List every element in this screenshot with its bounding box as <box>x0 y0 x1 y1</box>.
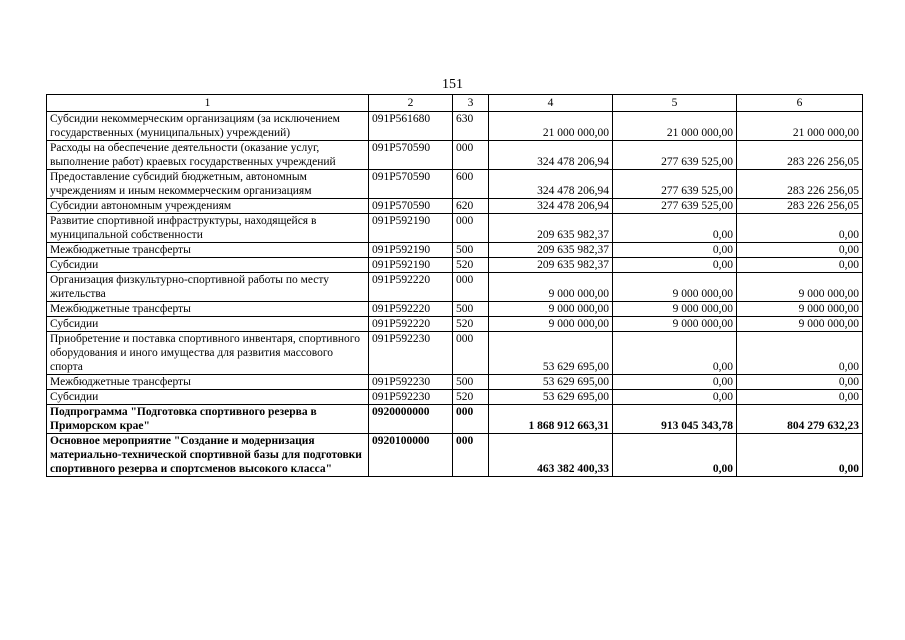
table-row <box>47 332 863 375</box>
row-code: 091P592230 <box>369 390 453 405</box>
row-name: Межбюджетные трансферты <box>47 243 369 258</box>
row-name: Организация физкультурно-спортивной работы по месту жительства <box>47 273 369 302</box>
row-value-2: 21 000 000,00 <box>613 112 737 141</box>
row-code: 091P592190 <box>369 214 453 243</box>
table-row <box>47 375 863 390</box>
column-header-4: 4 <box>489 95 613 112</box>
table-row <box>47 112 863 141</box>
table-row <box>47 405 863 434</box>
row-name: Подпрограмма "Подготовка спортивного резерва в Приморском крае" <box>47 405 369 434</box>
row-code: 091P592220 <box>369 302 453 317</box>
row-value-1: 324 478 206,94 <box>489 170 613 199</box>
table-row <box>47 390 863 405</box>
row-value-3: 9 000 000,00 <box>737 317 863 332</box>
row-value-3: 283 226 256,05 <box>737 199 863 214</box>
table-row <box>47 302 863 317</box>
row-code: 091P592190 <box>369 258 453 273</box>
column-header-1: 1 <box>47 95 369 112</box>
table-row <box>47 199 863 214</box>
budget-table-body <box>47 95 863 477</box>
table-row <box>47 243 863 258</box>
row-value-1: 1 868 912 663,31 <box>489 405 613 434</box>
row-name: Приобретение и поставка спортивного инвентаря, спортивного оборудования и иного имущества для развития массового спорта <box>47 332 369 375</box>
row-group: 620 <box>453 199 489 214</box>
row-name: Субсидии некоммерческим организациям (за исключением государственных (муниципальных) учреждений) <box>47 112 369 141</box>
row-code: 091P570590 <box>369 199 453 214</box>
budget-table <box>46 94 863 477</box>
row-value-1: 21 000 000,00 <box>489 112 613 141</box>
row-value-3: 0,00 <box>737 434 863 477</box>
table-row <box>47 317 863 332</box>
row-name: Расходы на обеспечение деятельности (оказание услуг, выполнение работ) краевых государственных учреждений <box>47 141 369 170</box>
row-value-1: 324 478 206,94 <box>489 141 613 170</box>
row-value-2: 0,00 <box>613 434 737 477</box>
row-value-3: 0,00 <box>737 243 863 258</box>
row-value-3: 283 226 256,05 <box>737 170 863 199</box>
row-value-3: 0,00 <box>737 214 863 243</box>
row-value-2: 9 000 000,00 <box>613 317 737 332</box>
row-value-2: 913 045 343,78 <box>613 405 737 434</box>
row-value-2: 277 639 525,00 <box>613 170 737 199</box>
row-value-1: 209 635 982,37 <box>489 243 613 258</box>
row-value-2: 0,00 <box>613 258 737 273</box>
table-row <box>47 214 863 243</box>
row-name: Межбюджетные трансферты <box>47 375 369 390</box>
row-group: 500 <box>453 243 489 258</box>
row-group: 600 <box>453 170 489 199</box>
row-value-3: 0,00 <box>737 390 863 405</box>
row-name: Субсидии <box>47 390 369 405</box>
row-name: Основное мероприятие "Создание и модернизация материально-технической спортивной базы для подготовки спортивного резерва и спортсменов высокого класса" <box>47 434 369 477</box>
row-group: 630 <box>453 112 489 141</box>
column-header-3: 3 <box>453 95 489 112</box>
row-value-3: 21 000 000,00 <box>737 112 863 141</box>
row-value-3: 9 000 000,00 <box>737 273 863 302</box>
table-row <box>47 141 863 170</box>
row-code: 091P561680 <box>369 112 453 141</box>
row-group: 000 <box>453 434 489 477</box>
row-group: 000 <box>453 141 489 170</box>
row-value-2: 9 000 000,00 <box>613 302 737 317</box>
row-value-2: 0,00 <box>613 332 737 375</box>
row-value-3: 804 279 632,23 <box>737 405 863 434</box>
row-code: 091P592230 <box>369 332 453 375</box>
row-group: 000 <box>453 273 489 302</box>
row-name: Межбюджетные трансферты <box>47 302 369 317</box>
row-code: 091P592230 <box>369 375 453 390</box>
table-header-row <box>47 95 863 112</box>
row-group: 000 <box>453 405 489 434</box>
column-header-6: 6 <box>737 95 863 112</box>
page-number: 151 <box>442 77 463 92</box>
row-value-1: 53 629 695,00 <box>489 390 613 405</box>
row-code: 0920000000 <box>369 405 453 434</box>
table-row <box>47 170 863 199</box>
row-name: Развитие спортивной инфраструктуры, находящейся в муниципальной собственности <box>47 214 369 243</box>
row-code: 091P570590 <box>369 141 453 170</box>
row-value-1: 463 382 400,33 <box>489 434 613 477</box>
row-code: 091P592220 <box>369 317 453 332</box>
table-row <box>47 273 863 302</box>
row-value-2: 277 639 525,00 <box>613 199 737 214</box>
row-value-3: 0,00 <box>737 332 863 375</box>
row-name: Предоставление субсидий бюджетным, автономным учреждениям и иным некоммерческим организациям <box>47 170 369 199</box>
row-value-1: 53 629 695,00 <box>489 332 613 375</box>
row-group: 520 <box>453 258 489 273</box>
row-value-1: 209 635 982,37 <box>489 258 613 273</box>
row-group: 520 <box>453 390 489 405</box>
row-name: Субсидии <box>47 317 369 332</box>
row-value-2: 0,00 <box>613 390 737 405</box>
row-value-2: 0,00 <box>613 243 737 258</box>
row-group: 000 <box>453 214 489 243</box>
row-value-1: 324 478 206,94 <box>489 199 613 214</box>
row-code: 091P570590 <box>369 170 453 199</box>
row-name: Субсидии <box>47 258 369 273</box>
row-value-3: 0,00 <box>737 375 863 390</box>
row-code: 091P592220 <box>369 273 453 302</box>
row-group: 500 <box>453 375 489 390</box>
row-value-1: 209 635 982,37 <box>489 214 613 243</box>
column-header-2: 2 <box>369 95 453 112</box>
column-header-5: 5 <box>613 95 737 112</box>
row-value-2: 9 000 000,00 <box>613 273 737 302</box>
row-value-1: 9 000 000,00 <box>489 302 613 317</box>
table-row <box>47 434 863 477</box>
row-value-3: 0,00 <box>737 258 863 273</box>
row-value-1: 9 000 000,00 <box>489 317 613 332</box>
row-value-2: 277 639 525,00 <box>613 141 737 170</box>
row-code: 091P592190 <box>369 243 453 258</box>
row-value-2: 0,00 <box>613 375 737 390</box>
row-value-1: 53 629 695,00 <box>489 375 613 390</box>
row-value-1: 9 000 000,00 <box>489 273 613 302</box>
row-group: 000 <box>453 332 489 375</box>
row-value-3: 9 000 000,00 <box>737 302 863 317</box>
row-group: 500 <box>453 302 489 317</box>
row-value-2: 0,00 <box>613 214 737 243</box>
row-group: 520 <box>453 317 489 332</box>
row-value-3: 283 226 256,05 <box>737 141 863 170</box>
row-code: 0920100000 <box>369 434 453 477</box>
row-name: Субсидии автономным учреждениям <box>47 199 369 214</box>
table-row <box>47 258 863 273</box>
